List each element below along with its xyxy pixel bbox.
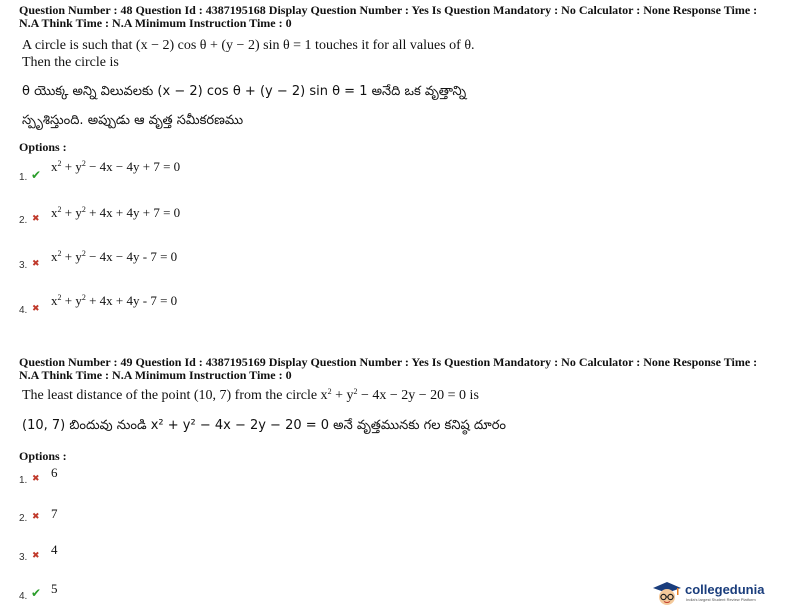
check-icon: ✔ <box>31 168 42 182</box>
question-49-option-1-text: 6 <box>51 465 58 480</box>
question-48-option-2-number: 2. <box>19 215 28 226</box>
question-49-option-2-text: 7 <box>51 506 58 521</box>
question-48-text-line2: Then the circle is <box>22 55 119 70</box>
question-49-option-4-number: 4. <box>19 591 28 602</box>
check-icon: ✔ <box>31 586 42 600</box>
question-49-header-line1: Question Number : 49 Question Id : 4387195169 Display Question Number : Yes Is Question Mandatory : No Calculator : None Response Time : <box>19 355 758 369</box>
question-48-header-line2: N.A Think Time : N.A Minimum Instruction Time : 0 <box>19 16 292 30</box>
collegedunia-logo <box>652 580 784 606</box>
question-49-options-label: Options : <box>19 449 67 463</box>
question-48-options-label: Options : <box>19 140 67 154</box>
question-48-option-3-text: $x^2 + y^2 - 4x - 4y - 7 = 0$ <box>51 249 178 264</box>
cross-icon: ✖ <box>32 304 40 314</box>
logo-tagline: India's largest Student Review Platform <box>686 597 756 602</box>
question-48-option-4-number: 4. <box>19 305 28 316</box>
question-49-text-line1: The least distance of the point (10, 7) from the circle $x^2 + y^2 - 4x - 2y - 20 = 0$ is <box>22 387 479 403</box>
question-48-option-4-text: $x^2 + y^2 + 4x + 4y - 7 = 0$ <box>51 293 178 308</box>
mascot-icon <box>652 580 682 606</box>
question-49-header <box>19 356 779 382</box>
logo-wordmark: collegedunia <box>685 582 765 597</box>
question-48-option-2-text: $x^2 + y^2 + 4x + 4y + 7 = 0$ <box>51 205 181 220</box>
cross-icon: ✖ <box>32 214 40 224</box>
cross-icon: ✖ <box>32 512 40 522</box>
cross-icon: ✖ <box>32 551 40 561</box>
question-48-option-1-text: $x^2 + y^2 - 4x - 4y + 7 = 0$ <box>51 159 181 174</box>
cross-icon: ✖ <box>32 259 40 269</box>
question-48-telugu-line1: θ యొక్క అన్ని విలువలకు (x − 2) cos θ + (y − 2) sin θ = 1 అనేది ఒక వృత్తాన్ని <box>22 84 467 99</box>
cross-icon: ✖ <box>32 474 40 484</box>
question-48-header <box>19 4 779 30</box>
question-48-option-3-number: 3. <box>19 260 28 271</box>
question-49-option-1-number: 1. <box>19 475 28 486</box>
question-49-option-4-text: 5 <box>51 581 58 596</box>
question-49-option-2-number: 2. <box>19 513 28 524</box>
question-48-option-1-number: 1. <box>19 172 28 183</box>
question-49-option-3-number: 3. <box>19 552 28 563</box>
question-49-option-3-text: 4 <box>51 542 58 557</box>
question-49-header-line2: N.A Think Time : N.A Minimum Instruction Time : 0 <box>19 368 292 382</box>
question-48-text-line1: A circle is such that (x − 2) cos θ + (y − 2) sin θ = 1 touches it for all values of θ. <box>22 38 475 53</box>
question-48-telugu-line2: స్పృశిస్తుంది. అప్పుడు ఆ వృత్త సమీకరణము <box>22 113 244 128</box>
question-48-header-line1: Question Number : 48 Question Id : 4387195168 Display Question Number : Yes Is Question Mandatory : No Calculator : None Response Time : <box>19 3 758 17</box>
question-49-telugu-line1: (10, 7) బిందువు నుండి x² + y² − 4x − 2y − 20 = 0 అనే వృత్తమునకు గల కనిష్ఠ దూరం <box>22 418 507 433</box>
